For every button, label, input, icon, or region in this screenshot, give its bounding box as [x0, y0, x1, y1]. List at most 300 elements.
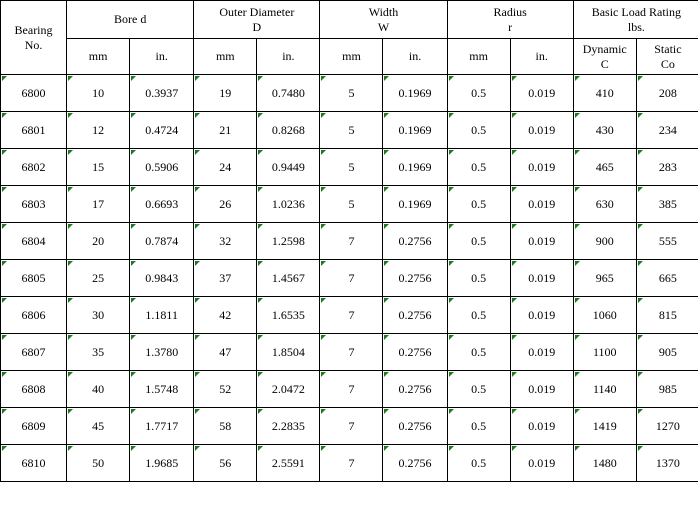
cell-outer-in[interactable]	[257, 260, 320, 297]
unit-header: mm	[67, 39, 130, 75]
number-as-text-indicator	[258, 409, 263, 414]
cell-outer-in[interactable]	[257, 112, 320, 149]
number-as-text-indicator	[575, 187, 580, 192]
cell-static-load[interactable]	[636, 408, 698, 445]
cell-value: 37	[219, 270, 232, 285]
number-as-text-indicator	[258, 76, 263, 81]
number-as-text-indicator	[575, 76, 580, 81]
cell-bearing-no[interactable]	[1, 334, 67, 371]
cell-width-in[interactable]	[383, 297, 447, 334]
cell-bore-mm[interactable]	[67, 112, 130, 149]
cell-outer-in[interactable]	[257, 445, 320, 482]
cell-value: 0.019	[528, 307, 556, 322]
cell-value: 56	[219, 455, 232, 470]
number-as-text-indicator	[638, 113, 643, 118]
number-as-text-indicator	[384, 409, 389, 414]
cell-value: 0.5	[471, 381, 487, 396]
cell-bore-in[interactable]	[130, 408, 194, 445]
number-as-text-indicator	[2, 113, 7, 118]
cell-value: 15	[92, 159, 105, 174]
header-bearing-no: Bearing No.	[1, 1, 67, 75]
cell-radius-in[interactable]	[510, 297, 573, 334]
cell-bore-mm[interactable]	[67, 297, 130, 334]
cell-value: 0.019	[528, 233, 556, 248]
cell-value: 815	[658, 307, 677, 322]
cell-outer-in[interactable]	[257, 297, 320, 334]
units-row	[1, 39, 698, 75]
table-row	[1, 445, 698, 482]
cell-static-load[interactable]	[636, 75, 698, 112]
cell-bore-mm[interactable]	[67, 334, 130, 371]
number-as-text-indicator	[195, 261, 200, 266]
number-as-text-indicator	[131, 113, 136, 118]
unit-header: in.	[383, 39, 447, 75]
cell-value: 17	[92, 196, 105, 211]
cell-value: 6808	[21, 381, 46, 396]
cell-outer-mm[interactable]	[194, 223, 257, 260]
cell-value: 0.3937	[145, 85, 179, 100]
cell-outer-in[interactable]	[257, 408, 320, 445]
number-as-text-indicator	[258, 187, 263, 192]
number-as-text-indicator	[512, 372, 517, 377]
cell-outer-mm[interactable]	[194, 260, 257, 297]
cell-bore-mm[interactable]	[67, 186, 130, 223]
cell-outer-mm[interactable]	[194, 186, 257, 223]
cell-value: 0.5	[471, 122, 487, 137]
cell-value: 0.5	[471, 85, 487, 100]
number-as-text-indicator	[195, 446, 200, 451]
cell-value: 0.4724	[145, 122, 179, 137]
cell-value: 52	[219, 381, 232, 396]
cell-value: 1.9685	[145, 455, 179, 470]
cell-value: 5	[348, 122, 355, 137]
cell-value: 1100	[592, 344, 617, 359]
cell-outer-mm[interactable]	[194, 297, 257, 334]
cell-value: 0.1969	[398, 85, 432, 100]
cell-radius-mm[interactable]	[447, 260, 510, 297]
number-as-text-indicator	[575, 298, 580, 303]
cell-width-in[interactable]	[383, 75, 447, 112]
cell-value: 0.5	[471, 418, 487, 433]
cell-outer-mm[interactable]	[194, 75, 257, 112]
cell-static-load[interactable]	[636, 149, 698, 186]
cell-outer-in[interactable]	[257, 371, 320, 408]
number-as-text-indicator	[131, 335, 136, 340]
cell-value: 6801	[21, 122, 46, 137]
unit-header: in.	[130, 39, 194, 75]
number-as-text-indicator	[512, 113, 517, 118]
cell-radius-mm[interactable]	[447, 371, 510, 408]
unit-header: in.	[510, 39, 573, 75]
cell-bore-mm[interactable]	[67, 260, 130, 297]
cell-bore-mm[interactable]	[67, 75, 130, 112]
number-as-text-indicator	[512, 298, 517, 303]
number-as-text-indicator	[68, 298, 73, 303]
cell-outer-in[interactable]	[257, 149, 320, 186]
cell-value: 905	[658, 344, 677, 359]
number-as-text-indicator	[321, 224, 326, 229]
cell-value: 208	[658, 85, 677, 100]
cell-value: 10	[92, 85, 105, 100]
cell-bearing-no[interactable]	[1, 260, 67, 297]
cell-outer-mm[interactable]	[194, 112, 257, 149]
number-as-text-indicator	[638, 76, 643, 81]
cell-outer-in[interactable]	[257, 75, 320, 112]
cell-value: 0.2756	[398, 233, 432, 248]
cell-value: 1.7717	[145, 418, 179, 433]
cell-value: 7	[348, 455, 355, 470]
number-as-text-indicator	[2, 298, 7, 303]
number-as-text-indicator	[68, 372, 73, 377]
cell-bearing-no[interactable]	[1, 408, 67, 445]
cell-bore-in[interactable]	[130, 445, 194, 482]
cell-static-load[interactable]	[636, 112, 698, 149]
number-as-text-indicator	[638, 446, 643, 451]
cell-value: 21	[219, 122, 232, 137]
number-as-text-indicator	[321, 446, 326, 451]
cell-static-load[interactable]	[636, 223, 698, 260]
cell-outer-mm[interactable]	[194, 445, 257, 482]
cell-width-in[interactable]	[383, 149, 447, 186]
number-as-text-indicator	[2, 224, 7, 229]
cell-outer-mm[interactable]	[194, 334, 257, 371]
number-as-text-indicator	[131, 76, 136, 81]
number-as-text-indicator	[2, 150, 7, 155]
cell-bore-in[interactable]	[130, 371, 194, 408]
cell-width-in[interactable]	[383, 186, 447, 223]
cell-static-load[interactable]	[636, 186, 698, 223]
cell-value: 0.2756	[398, 418, 432, 433]
number-as-text-indicator	[68, 261, 73, 266]
cell-value: 0.019	[528, 455, 556, 470]
cell-dynamic-load[interactable]	[573, 445, 636, 482]
number-as-text-indicator	[131, 446, 136, 451]
number-as-text-indicator	[575, 335, 580, 340]
number-as-text-indicator	[449, 224, 454, 229]
number-as-text-indicator	[131, 150, 136, 155]
number-as-text-indicator	[384, 446, 389, 451]
table-body	[1, 75, 698, 482]
cell-bore-in[interactable]	[130, 223, 194, 260]
cell-static-load[interactable]	[636, 297, 698, 334]
number-as-text-indicator	[195, 187, 200, 192]
number-as-text-indicator	[638, 409, 643, 414]
cell-value: 47	[219, 344, 232, 359]
number-as-text-indicator	[512, 409, 517, 414]
cell-value: 6810	[21, 455, 46, 470]
cell-value: 283	[658, 159, 677, 174]
cell-width-in[interactable]	[383, 260, 447, 297]
cell-value: 6800	[21, 85, 46, 100]
cell-width-mm[interactable]	[320, 75, 383, 112]
cell-value: 385	[658, 196, 677, 211]
cell-bearing-no[interactable]	[1, 112, 67, 149]
number-as-text-indicator	[449, 446, 454, 451]
cell-static-load[interactable]	[636, 445, 698, 482]
number-as-text-indicator	[638, 335, 643, 340]
number-as-text-indicator	[512, 446, 517, 451]
cell-value: 1.3780	[145, 344, 179, 359]
cell-value: 6804	[21, 233, 46, 248]
cell-value: 24	[219, 159, 232, 174]
table-row	[1, 112, 698, 149]
cell-static-load[interactable]	[636, 260, 698, 297]
number-as-text-indicator	[449, 409, 454, 414]
cell-value: 19	[219, 85, 232, 100]
cell-dynamic-load[interactable]	[573, 149, 636, 186]
cell-dynamic-load[interactable]	[573, 297, 636, 334]
cell-radius-mm[interactable]	[447, 149, 510, 186]
number-as-text-indicator	[68, 224, 73, 229]
cell-width-mm[interactable]	[320, 223, 383, 260]
cell-radius-in[interactable]	[510, 223, 573, 260]
number-as-text-indicator	[384, 187, 389, 192]
cell-bore-in[interactable]	[130, 149, 194, 186]
cell-value: 6806	[21, 307, 46, 322]
cell-value: 900	[595, 233, 614, 248]
number-as-text-indicator	[449, 150, 454, 155]
table-row	[1, 186, 698, 223]
cell-width-in[interactable]	[383, 408, 447, 445]
cell-radius-mm[interactable]	[447, 223, 510, 260]
cell-width-mm[interactable]	[320, 149, 383, 186]
cell-value: 555	[658, 233, 677, 248]
cell-dynamic-load[interactable]	[573, 186, 636, 223]
cell-radius-in[interactable]	[510, 445, 573, 482]
cell-width-in[interactable]	[383, 334, 447, 371]
cell-radius-in[interactable]	[510, 334, 573, 371]
cell-value: 6803	[21, 196, 46, 211]
cell-radius-mm[interactable]	[447, 408, 510, 445]
cell-bore-mm[interactable]	[67, 223, 130, 260]
cell-bearing-no[interactable]	[1, 223, 67, 260]
header-width: Width W	[320, 1, 447, 39]
cell-width-in[interactable]	[383, 223, 447, 260]
number-as-text-indicator	[131, 261, 136, 266]
number-as-text-indicator	[258, 372, 263, 377]
cell-value: 30	[92, 307, 105, 322]
cell-value: 45	[92, 418, 105, 433]
cell-value: 0.019	[528, 344, 556, 359]
cell-value: 1419	[592, 418, 617, 433]
cell-dynamic-load[interactable]	[573, 408, 636, 445]
number-as-text-indicator	[321, 113, 326, 118]
cell-value: 1370	[655, 455, 680, 470]
cell-value: 0.1969	[398, 122, 432, 137]
cell-outer-mm[interactable]	[194, 408, 257, 445]
number-as-text-indicator	[195, 224, 200, 229]
cell-width-mm[interactable]	[320, 297, 383, 334]
cell-value: 1060	[592, 307, 617, 322]
cell-value: 1.6535	[271, 307, 305, 322]
cell-radius-in[interactable]	[510, 408, 573, 445]
number-as-text-indicator	[449, 372, 454, 377]
number-as-text-indicator	[321, 335, 326, 340]
cell-bore-in[interactable]	[130, 260, 194, 297]
cell-value: 50	[92, 455, 105, 470]
cell-radius-in[interactable]	[510, 186, 573, 223]
cell-radius-in[interactable]	[510, 75, 573, 112]
number-as-text-indicator	[449, 335, 454, 340]
number-as-text-indicator	[195, 335, 200, 340]
cell-dynamic-load[interactable]	[573, 260, 636, 297]
cell-width-in[interactable]	[383, 445, 447, 482]
cell-value: 2.2835	[271, 418, 305, 433]
table-row	[1, 408, 698, 445]
cell-bore-mm[interactable]	[67, 149, 130, 186]
cell-radius-mm[interactable]	[447, 334, 510, 371]
number-as-text-indicator	[195, 372, 200, 377]
table-row	[1, 75, 698, 112]
cell-value: 0.019	[528, 381, 556, 396]
cell-value: 1.0236	[271, 196, 305, 211]
cell-bearing-no[interactable]	[1, 149, 67, 186]
number-as-text-indicator	[449, 261, 454, 266]
cell-value: 0.2756	[398, 381, 432, 396]
number-as-text-indicator	[384, 224, 389, 229]
cell-radius-in[interactable]	[510, 260, 573, 297]
cell-value: 1140	[592, 381, 617, 396]
number-as-text-indicator	[512, 224, 517, 229]
cell-radius-in[interactable]	[510, 371, 573, 408]
number-as-text-indicator	[68, 150, 73, 155]
number-as-text-indicator	[131, 187, 136, 192]
cell-radius-mm[interactable]	[447, 186, 510, 223]
number-as-text-indicator	[384, 335, 389, 340]
cell-value: 42	[219, 307, 232, 322]
cell-value: 1.1811	[145, 307, 178, 322]
cell-value: 1.2598	[271, 233, 305, 248]
cell-value: 0.2756	[398, 270, 432, 285]
cell-radius-in[interactable]	[510, 149, 573, 186]
cell-dynamic-load[interactable]	[573, 75, 636, 112]
number-as-text-indicator	[2, 187, 7, 192]
number-as-text-indicator	[2, 76, 7, 81]
number-as-text-indicator	[131, 298, 136, 303]
number-as-text-indicator	[638, 261, 643, 266]
cell-bore-mm[interactable]	[67, 371, 130, 408]
cell-value: 0.5906	[145, 159, 179, 174]
number-as-text-indicator	[384, 372, 389, 377]
cell-value: 0.5	[471, 233, 487, 248]
cell-width-in[interactable]	[383, 371, 447, 408]
number-as-text-indicator	[258, 224, 263, 229]
cell-value: 0.5	[471, 270, 487, 285]
cell-value: 58	[219, 418, 232, 433]
number-as-text-indicator	[384, 150, 389, 155]
cell-bearing-no[interactable]	[1, 75, 67, 112]
number-as-text-indicator	[512, 261, 517, 266]
cell-radius-mm[interactable]	[447, 297, 510, 334]
number-as-text-indicator	[68, 76, 73, 81]
cell-value: 6807	[21, 344, 46, 359]
cell-static-load[interactable]	[636, 371, 698, 408]
number-as-text-indicator	[638, 224, 643, 229]
cell-radius-mm[interactable]	[447, 75, 510, 112]
number-as-text-indicator	[68, 446, 73, 451]
cell-outer-in[interactable]	[257, 223, 320, 260]
cell-dynamic-load[interactable]	[573, 334, 636, 371]
cell-outer-mm[interactable]	[194, 149, 257, 186]
cell-width-mm[interactable]	[320, 112, 383, 149]
number-as-text-indicator	[131, 409, 136, 414]
cell-bore-in[interactable]	[130, 112, 194, 149]
number-as-text-indicator	[258, 261, 263, 266]
cell-value: 20	[92, 233, 105, 248]
cell-value: 0.5	[471, 196, 487, 211]
unit-header: in.	[257, 39, 320, 75]
number-as-text-indicator	[321, 372, 326, 377]
cell-radius-mm[interactable]	[447, 445, 510, 482]
number-as-text-indicator	[321, 150, 326, 155]
cell-bore-mm[interactable]	[67, 408, 130, 445]
cell-bore-in[interactable]	[130, 297, 194, 334]
cell-bearing-no[interactable]	[1, 371, 67, 408]
table-row	[1, 371, 698, 408]
cell-width-mm[interactable]	[320, 334, 383, 371]
cell-outer-mm[interactable]	[194, 371, 257, 408]
cell-dynamic-load[interactable]	[573, 223, 636, 260]
number-as-text-indicator	[512, 150, 517, 155]
cell-width-mm[interactable]	[320, 371, 383, 408]
number-as-text-indicator	[321, 187, 326, 192]
cell-width-in[interactable]	[383, 112, 447, 149]
cell-value: 6809	[21, 418, 46, 433]
cell-width-mm[interactable]	[320, 408, 383, 445]
cell-width-mm[interactable]	[320, 260, 383, 297]
cell-bore-in[interactable]	[130, 75, 194, 112]
cell-dynamic-load[interactable]	[573, 112, 636, 149]
number-as-text-indicator	[2, 372, 7, 377]
cell-radius-mm[interactable]	[447, 112, 510, 149]
number-as-text-indicator	[195, 298, 200, 303]
number-as-text-indicator	[638, 187, 643, 192]
cell-value: 2.0472	[271, 381, 305, 396]
number-as-text-indicator	[321, 409, 326, 414]
cell-static-load[interactable]	[636, 334, 698, 371]
cell-value: 1480	[592, 455, 617, 470]
cell-width-mm[interactable]	[320, 445, 383, 482]
cell-bore-in[interactable]	[130, 186, 194, 223]
header-bore: Bore d	[67, 1, 194, 39]
number-as-text-indicator	[2, 261, 7, 266]
cell-bearing-no[interactable]	[1, 297, 67, 334]
cell-value: 0.7480	[271, 85, 305, 100]
cell-value: 0.1969	[398, 159, 432, 174]
cell-outer-in[interactable]	[257, 334, 320, 371]
cell-bearing-no[interactable]	[1, 445, 67, 482]
cell-dynamic-load[interactable]	[573, 371, 636, 408]
cell-value: 2.5591	[271, 455, 305, 470]
cell-bearing-no[interactable]	[1, 186, 67, 223]
cell-value: 1.8504	[271, 344, 305, 359]
cell-bore-mm[interactable]	[67, 445, 130, 482]
cell-value: 5	[348, 85, 355, 100]
number-as-text-indicator	[575, 409, 580, 414]
number-as-text-indicator	[449, 187, 454, 192]
table-row	[1, 297, 698, 334]
cell-value: 0.9843	[145, 270, 179, 285]
cell-bore-in[interactable]	[130, 334, 194, 371]
number-as-text-indicator	[258, 298, 263, 303]
table-row	[1, 260, 698, 297]
cell-radius-in[interactable]	[510, 112, 573, 149]
number-as-text-indicator	[384, 261, 389, 266]
cell-width-mm[interactable]	[320, 186, 383, 223]
cell-value: 1270	[655, 418, 680, 433]
header-dynamic: Dynamic C	[573, 39, 636, 75]
cell-outer-in[interactable]	[257, 186, 320, 223]
